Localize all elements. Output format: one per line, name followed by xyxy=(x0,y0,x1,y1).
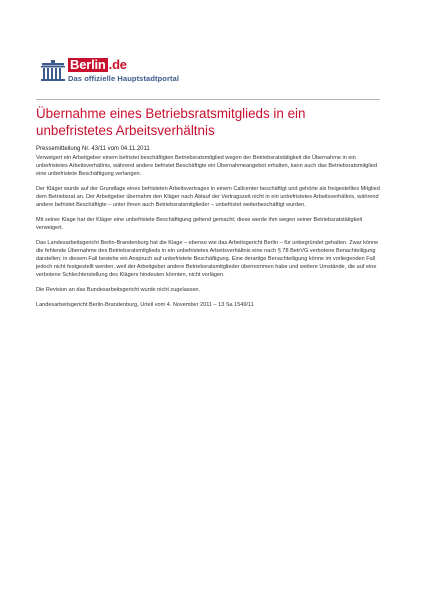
paragraph-2: Der Kläger wurde auf der Grundlage eines befristeten Arbeitsvertrages in einem Callcenter beschäftigt und gehörte als freigestelltes Mitglied dem Betriebsrat an. Der Arbeitgeber übernahm den Kläger nach Ablauf der Vertragszeit nicht in ein unbefristetes Arbeitsverhältnis, während andere befristet Beschäftigte – unter ihnen auch Betriebsratsmitglieder – unbefristet weiterbeschäftigt wurden. xyxy=(36,186,380,208)
article-body xyxy=(36,145,380,316)
paragraph-3: Mit seiner Klage hat der Kläger eine unbefristete Beschäftigung geltend gemacht; diese werde ihm wegen seiner Betriebsratstätigkeit verweigert. xyxy=(36,217,363,231)
logo-wordmark xyxy=(68,58,127,72)
court-reference: Landesarbeitsgericht Berlin-Brandenburg, Urteil vom 4. November 2011 – 13 Sa 1549/11 xyxy=(36,302,254,308)
logo-box-text: Berlin xyxy=(70,57,106,72)
brandenburg-gate-icon xyxy=(40,60,66,82)
header-divider xyxy=(36,99,380,100)
berlin-de-logo[interactable] xyxy=(40,56,180,88)
paragraph-1: Verweigert ein Arbeitgeber einem befristet beschäftigten Betriebsratsmitglied wegen der Betriebsratstätigkeit die Übernahme in ein unbefristetes Arbeitsverhältnis, während andere befristet Beschäftigte ein Übernahmeangebot erhalten, kann auch das Betriebsratsmitglied eine unbefristete Beschäftigung verlangen. xyxy=(36,155,378,177)
logo-tagline: Das offizielle Hauptstadtportal xyxy=(68,74,180,83)
paragraph-5: Die Revision an das Bundesarbeitsgericht wurde nicht zugelassen. xyxy=(36,287,201,293)
press-release-meta: Pressemitteilung Nr. 43/11 vom 04.11.2011 xyxy=(36,146,150,152)
paragraph-4: Das Landesarbeitsgericht Berlin-Brandenburg hat die Klage – ebenso wie das Arbeitsgericht Berlin – für unbegründet gehalten. Zwar könne die fehlende Übernahme des Betriebsratsmitglieds in ein unbefristetes Arbeitsverhältnis eine nach § 78 BetrVG verbotene Benachteiligung darstellen; in diesem Fall bestehe ein Anspruch auf unbefristete Beschäftigung. Eine derartige Benachteiligung könne im vorliegenden Fall jedoch nicht festgestellt werden, weil der Arbeitgeber andere Betriebsratsmitglieder übernommen habe und weitere Umstände, die auf eine verbotene Schlechterstellung des Klägers hindeuten könnten, nicht vorlägen. xyxy=(36,240,379,278)
logo-tld-text: .de xyxy=(108,57,127,72)
article-title: Übernahme eines Betriebsratsmitglieds in ein unbefristetes Arbeitsverhältnis xyxy=(36,106,306,138)
